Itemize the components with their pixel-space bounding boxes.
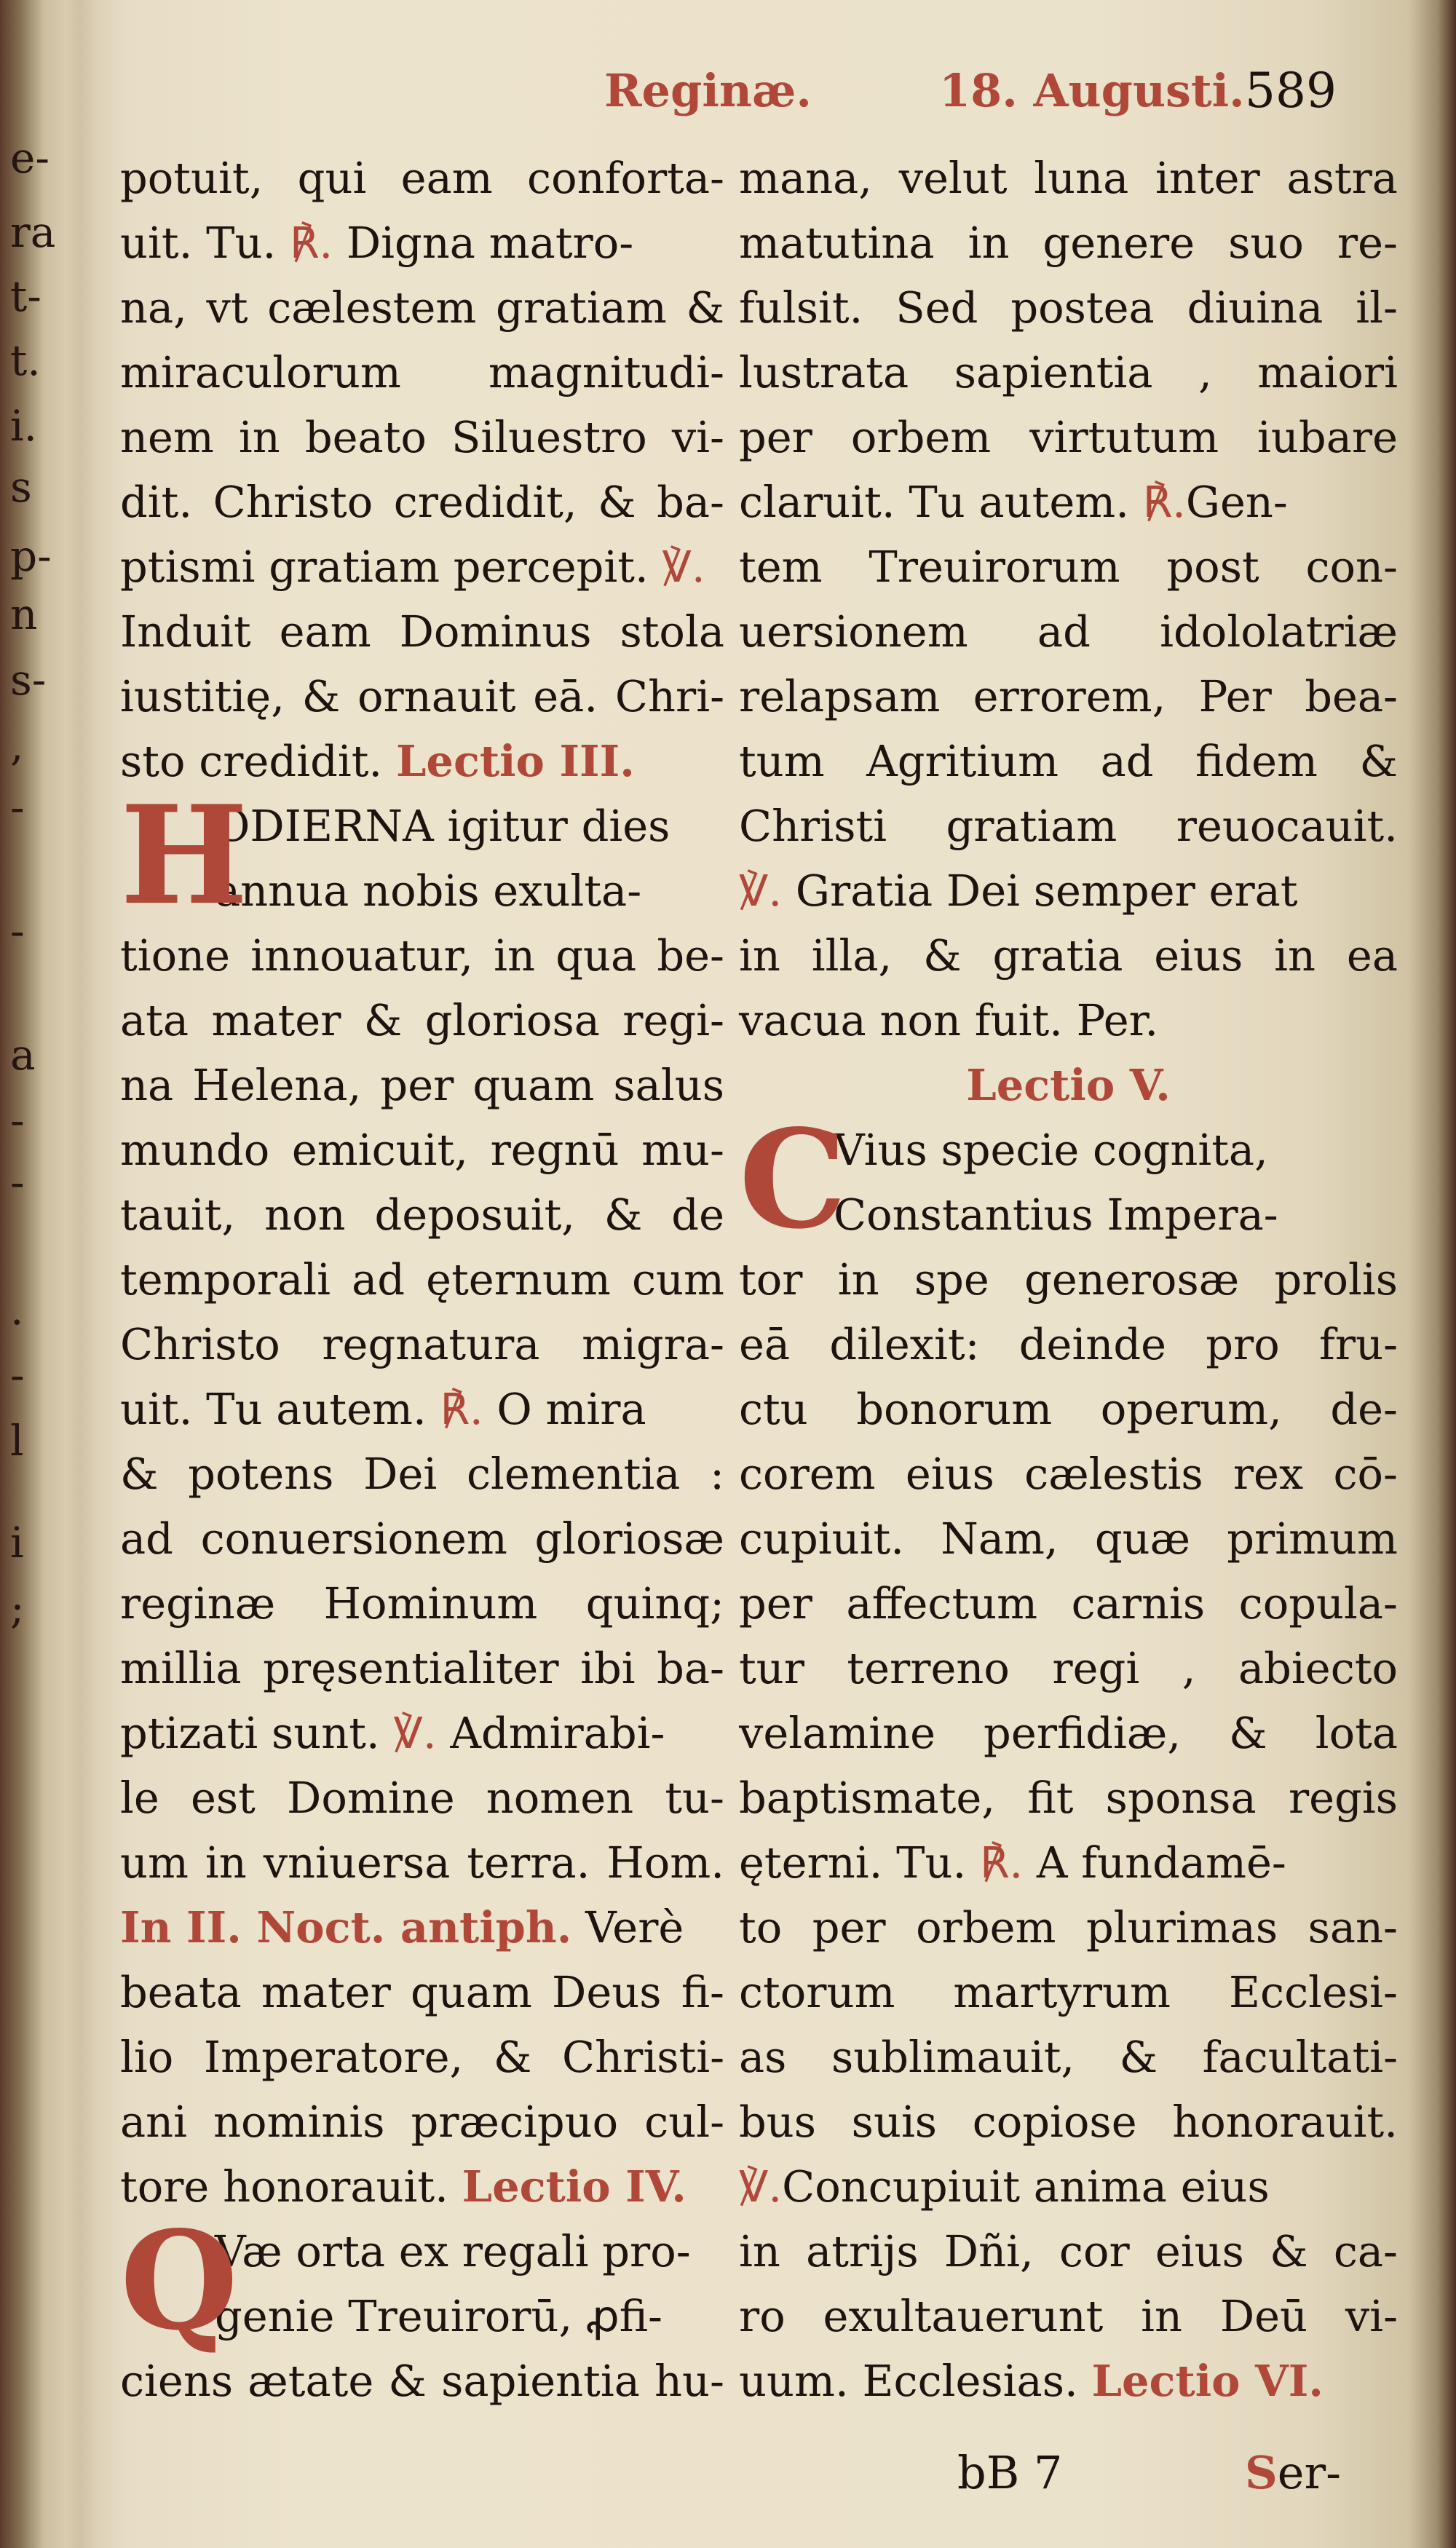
lectio-heading: Lectio V. bbox=[966, 1060, 1171, 1110]
responsory-mark: ℟. bbox=[440, 1384, 483, 1434]
versicle-mark: ℣. bbox=[662, 542, 705, 592]
running-head bbox=[109, 58, 1412, 138]
initial-block-c bbox=[739, 1099, 1398, 1259]
text-line bbox=[739, 1830, 1398, 1895]
book-page bbox=[109, 44, 1412, 2533]
running-title-left: Reginæ. bbox=[604, 64, 812, 117]
text-segment: A fundamē- bbox=[1036, 1837, 1286, 1888]
text-line: & potens Dei clementia : bbox=[120, 1449, 724, 1499]
margin-char: ra bbox=[10, 207, 56, 257]
text-line: ODIERNA igitur dies bbox=[215, 801, 670, 851]
text-line: Christi gratiam reuocauit. bbox=[739, 801, 1398, 851]
signature-mark: bB 7 bbox=[957, 2446, 1063, 2499]
text-segment: Concupiuit anima eius bbox=[782, 2161, 1270, 2212]
drop-cap-c: C bbox=[739, 1099, 847, 1259]
margin-char: l bbox=[10, 1416, 24, 1465]
text-line: mundo emicuit, regnū mu- bbox=[120, 1125, 724, 1175]
right-column bbox=[739, 146, 1398, 2413]
responsory-mark: ℟. bbox=[1142, 477, 1186, 527]
lectio-heading: Lectio VI. bbox=[1091, 2356, 1324, 2406]
text-line: iustitię, & ornauit eā. Chri- bbox=[120, 671, 724, 721]
text-line: ani nominis præcipuo cul- bbox=[120, 2097, 724, 2147]
margin-char: - bbox=[10, 1096, 25, 1145]
text-segment: Gen- bbox=[1185, 477, 1288, 527]
text-line: in atrijs Dñi, cor eius & ca- bbox=[739, 2226, 1398, 2276]
text-segment: Gratia Dei semper erat bbox=[795, 866, 1298, 916]
text-line: genie Treuirorū, ꝓfi- bbox=[215, 2291, 662, 2341]
versicle-mark: ℣. bbox=[739, 866, 783, 916]
text-line: Induit eam Dominus stola bbox=[120, 606, 724, 657]
text-line: miraculorum magnitudi- bbox=[120, 347, 724, 397]
margin-char: . bbox=[10, 1285, 24, 1334]
text-line: fulsit. Sed postea diuina il- bbox=[739, 282, 1398, 333]
text-line bbox=[120, 534, 724, 599]
text-line bbox=[120, 210, 724, 275]
text-line: eā dilexit: deinde pro fru- bbox=[739, 1319, 1398, 1369]
text-line: ro exultauerunt in Deū vi- bbox=[739, 2291, 1398, 2341]
margin-char: , bbox=[10, 721, 24, 770]
versicle-mark: ℣. bbox=[739, 2161, 783, 2212]
text-line: matutina in genere suo re- bbox=[739, 218, 1398, 268]
margin-char: i bbox=[10, 1518, 24, 1567]
text-line: temporali ad ęternum cum bbox=[120, 1254, 724, 1305]
text-line: cupiuit. Nam, quæ primum bbox=[739, 1514, 1398, 1564]
catchword bbox=[1245, 2446, 1341, 2499]
text-segment: uit. Tu. bbox=[120, 218, 277, 268]
lectio-heading: Lectio IV. bbox=[462, 2161, 687, 2212]
margin-char: t- bbox=[10, 272, 41, 321]
margin-char: - bbox=[10, 906, 25, 956]
running-title-date: 18. Augusti. bbox=[939, 64, 1245, 117]
text-line: velamine perfidiæ, & lota bbox=[739, 1708, 1398, 1758]
text-line: um in vniuersa terra. Hom. bbox=[120, 1837, 724, 1888]
text-segment: Verè bbox=[585, 1902, 684, 1952]
nocturn-rubric: In II. Noct. antiph. bbox=[120, 1902, 572, 1952]
text-line: per affectum carnis copula- bbox=[739, 1578, 1398, 1629]
text-line: tione innouatur, in qua be- bbox=[120, 930, 724, 981]
page-footer bbox=[109, 2446, 1412, 2512]
text-line: to per orbem plurimas san- bbox=[739, 1902, 1398, 1952]
left-column bbox=[120, 146, 724, 2413]
text-line: bus suis copiose honorauit. bbox=[739, 2097, 1398, 2147]
text-line bbox=[739, 2349, 1398, 2413]
margin-char: - bbox=[10, 1158, 25, 1207]
text-line: na Helena, per quam salus bbox=[120, 1060, 724, 1110]
text-line bbox=[739, 858, 1398, 923]
text-line: ata mater & gloriosa regi- bbox=[120, 995, 724, 1045]
catchword-initial: S bbox=[1245, 2446, 1278, 2499]
margin-char: ; bbox=[10, 1583, 25, 1633]
text-line: tauit, non deposuit, & de bbox=[120, 1190, 724, 1240]
catchword-rest: er- bbox=[1277, 2446, 1342, 2499]
margin-char: e- bbox=[10, 133, 50, 183]
text-line: dit. Christo credidit, & ba- bbox=[120, 477, 724, 527]
text-line: tum Agritium ad fidem & bbox=[739, 736, 1398, 786]
margin-char: s bbox=[10, 462, 32, 512]
text-line: potuit, qui eam conforta- bbox=[120, 153, 724, 203]
text-segment: Admirabi- bbox=[450, 1708, 665, 1758]
text-line: ad conuersionem gloriosæ bbox=[120, 1514, 724, 1564]
text-line: tem Treuirorum post con- bbox=[739, 542, 1398, 592]
text-line: relapsam errorem, Per bea- bbox=[739, 671, 1398, 721]
initial-block-h bbox=[120, 775, 724, 935]
text-line: tor in spe generosæ prolis bbox=[739, 1254, 1398, 1305]
text-segment: ptismi gratiam percepit. bbox=[120, 542, 649, 592]
facing-page-edge bbox=[0, 0, 69, 2548]
text-line: per orbem virtutum iubare bbox=[739, 412, 1398, 462]
text-line: mana, velut luna inter astra bbox=[739, 153, 1398, 203]
text-segment: ęterni. Tu. bbox=[739, 1837, 967, 1888]
margin-char: - bbox=[10, 1350, 25, 1400]
text-line: annua nobis exulta- bbox=[215, 866, 642, 916]
text-segment: uum. Ecclesias. bbox=[739, 2356, 1078, 2406]
text-line: na, vt cælestem gratiam & bbox=[120, 282, 724, 333]
margin-char: i. bbox=[10, 401, 37, 451]
text-line bbox=[120, 1895, 724, 1960]
text-line: corem eius cælestis rex cō- bbox=[739, 1449, 1398, 1499]
margin-char: p- bbox=[10, 531, 52, 581]
text-segment: ptizati sunt. bbox=[120, 1708, 380, 1758]
text-line: ctu bonorum operum, de- bbox=[739, 1384, 1398, 1434]
margin-char: a bbox=[10, 1030, 36, 1080]
text-line: baptismate, fit sponsa regis bbox=[739, 1773, 1398, 1823]
text-line: lustrata sapientia , maiori bbox=[739, 347, 1398, 397]
text-segment: O mira bbox=[496, 1384, 646, 1434]
margin-char: - bbox=[10, 783, 25, 832]
page-number: 589 bbox=[1245, 63, 1337, 119]
text-line: ciens ætate & sapientia hu- bbox=[120, 2356, 724, 2406]
margin-char: s- bbox=[10, 655, 47, 705]
text-line: Christo regnatura migra- bbox=[120, 1319, 724, 1369]
margin-char: n bbox=[10, 590, 38, 639]
text-line: le est Domine nomen tu- bbox=[120, 1773, 724, 1823]
drop-cap-q: Q bbox=[120, 2201, 239, 2360]
text-line: millia pręsentialiter ibi ba- bbox=[120, 1643, 724, 1693]
text-line: as sublimauit, & facultati- bbox=[739, 2032, 1398, 2082]
initial-block-q bbox=[120, 2201, 724, 2360]
text-segment: Digna matro- bbox=[346, 218, 634, 268]
text-line: uersionem ad idololatriæ bbox=[739, 606, 1398, 657]
drop-cap-h: H bbox=[120, 775, 248, 935]
text-line: lio Imperatore, & Christi- bbox=[120, 2032, 724, 2082]
text-line bbox=[739, 2154, 1398, 2219]
text-line: in illa, & gratia eius in ea bbox=[739, 930, 1398, 981]
text-line: vacua non fuit. Per. bbox=[739, 995, 1159, 1045]
responsory-mark: ℟. bbox=[980, 1837, 1024, 1888]
text-line: ctorum martyrum Ecclesi- bbox=[739, 1967, 1398, 2017]
text-line: reginæ Hominum quinq; bbox=[120, 1578, 724, 1629]
lectio-heading: Lectio III. bbox=[395, 736, 635, 786]
versicle-mark: ℣. bbox=[393, 1708, 437, 1758]
text-segment: uit. Tu autem. bbox=[120, 1384, 427, 1434]
margin-char: t. bbox=[10, 336, 41, 385]
text-line: Vius specie cognita, bbox=[834, 1125, 1268, 1175]
text-line bbox=[120, 1377, 724, 1441]
text-segment: claruit. Tu autem. bbox=[739, 477, 1129, 527]
text-line bbox=[120, 1701, 724, 1765]
text-segment: tore honorauit. bbox=[120, 2161, 448, 2212]
text-line: nem in beato Siluestro vi- bbox=[120, 412, 724, 462]
text-segment: sto credidit. bbox=[120, 736, 383, 786]
text-line: Væ orta ex regali pro- bbox=[215, 2226, 691, 2276]
text-line: tur terreno regi , abiecto bbox=[739, 1643, 1398, 1693]
text-line bbox=[739, 470, 1398, 534]
text-line: Constantius Impera- bbox=[834, 1190, 1278, 1240]
responsory-mark: ℟. bbox=[289, 218, 333, 268]
text-line: beata mater quam Deus fi- bbox=[120, 1967, 724, 2017]
